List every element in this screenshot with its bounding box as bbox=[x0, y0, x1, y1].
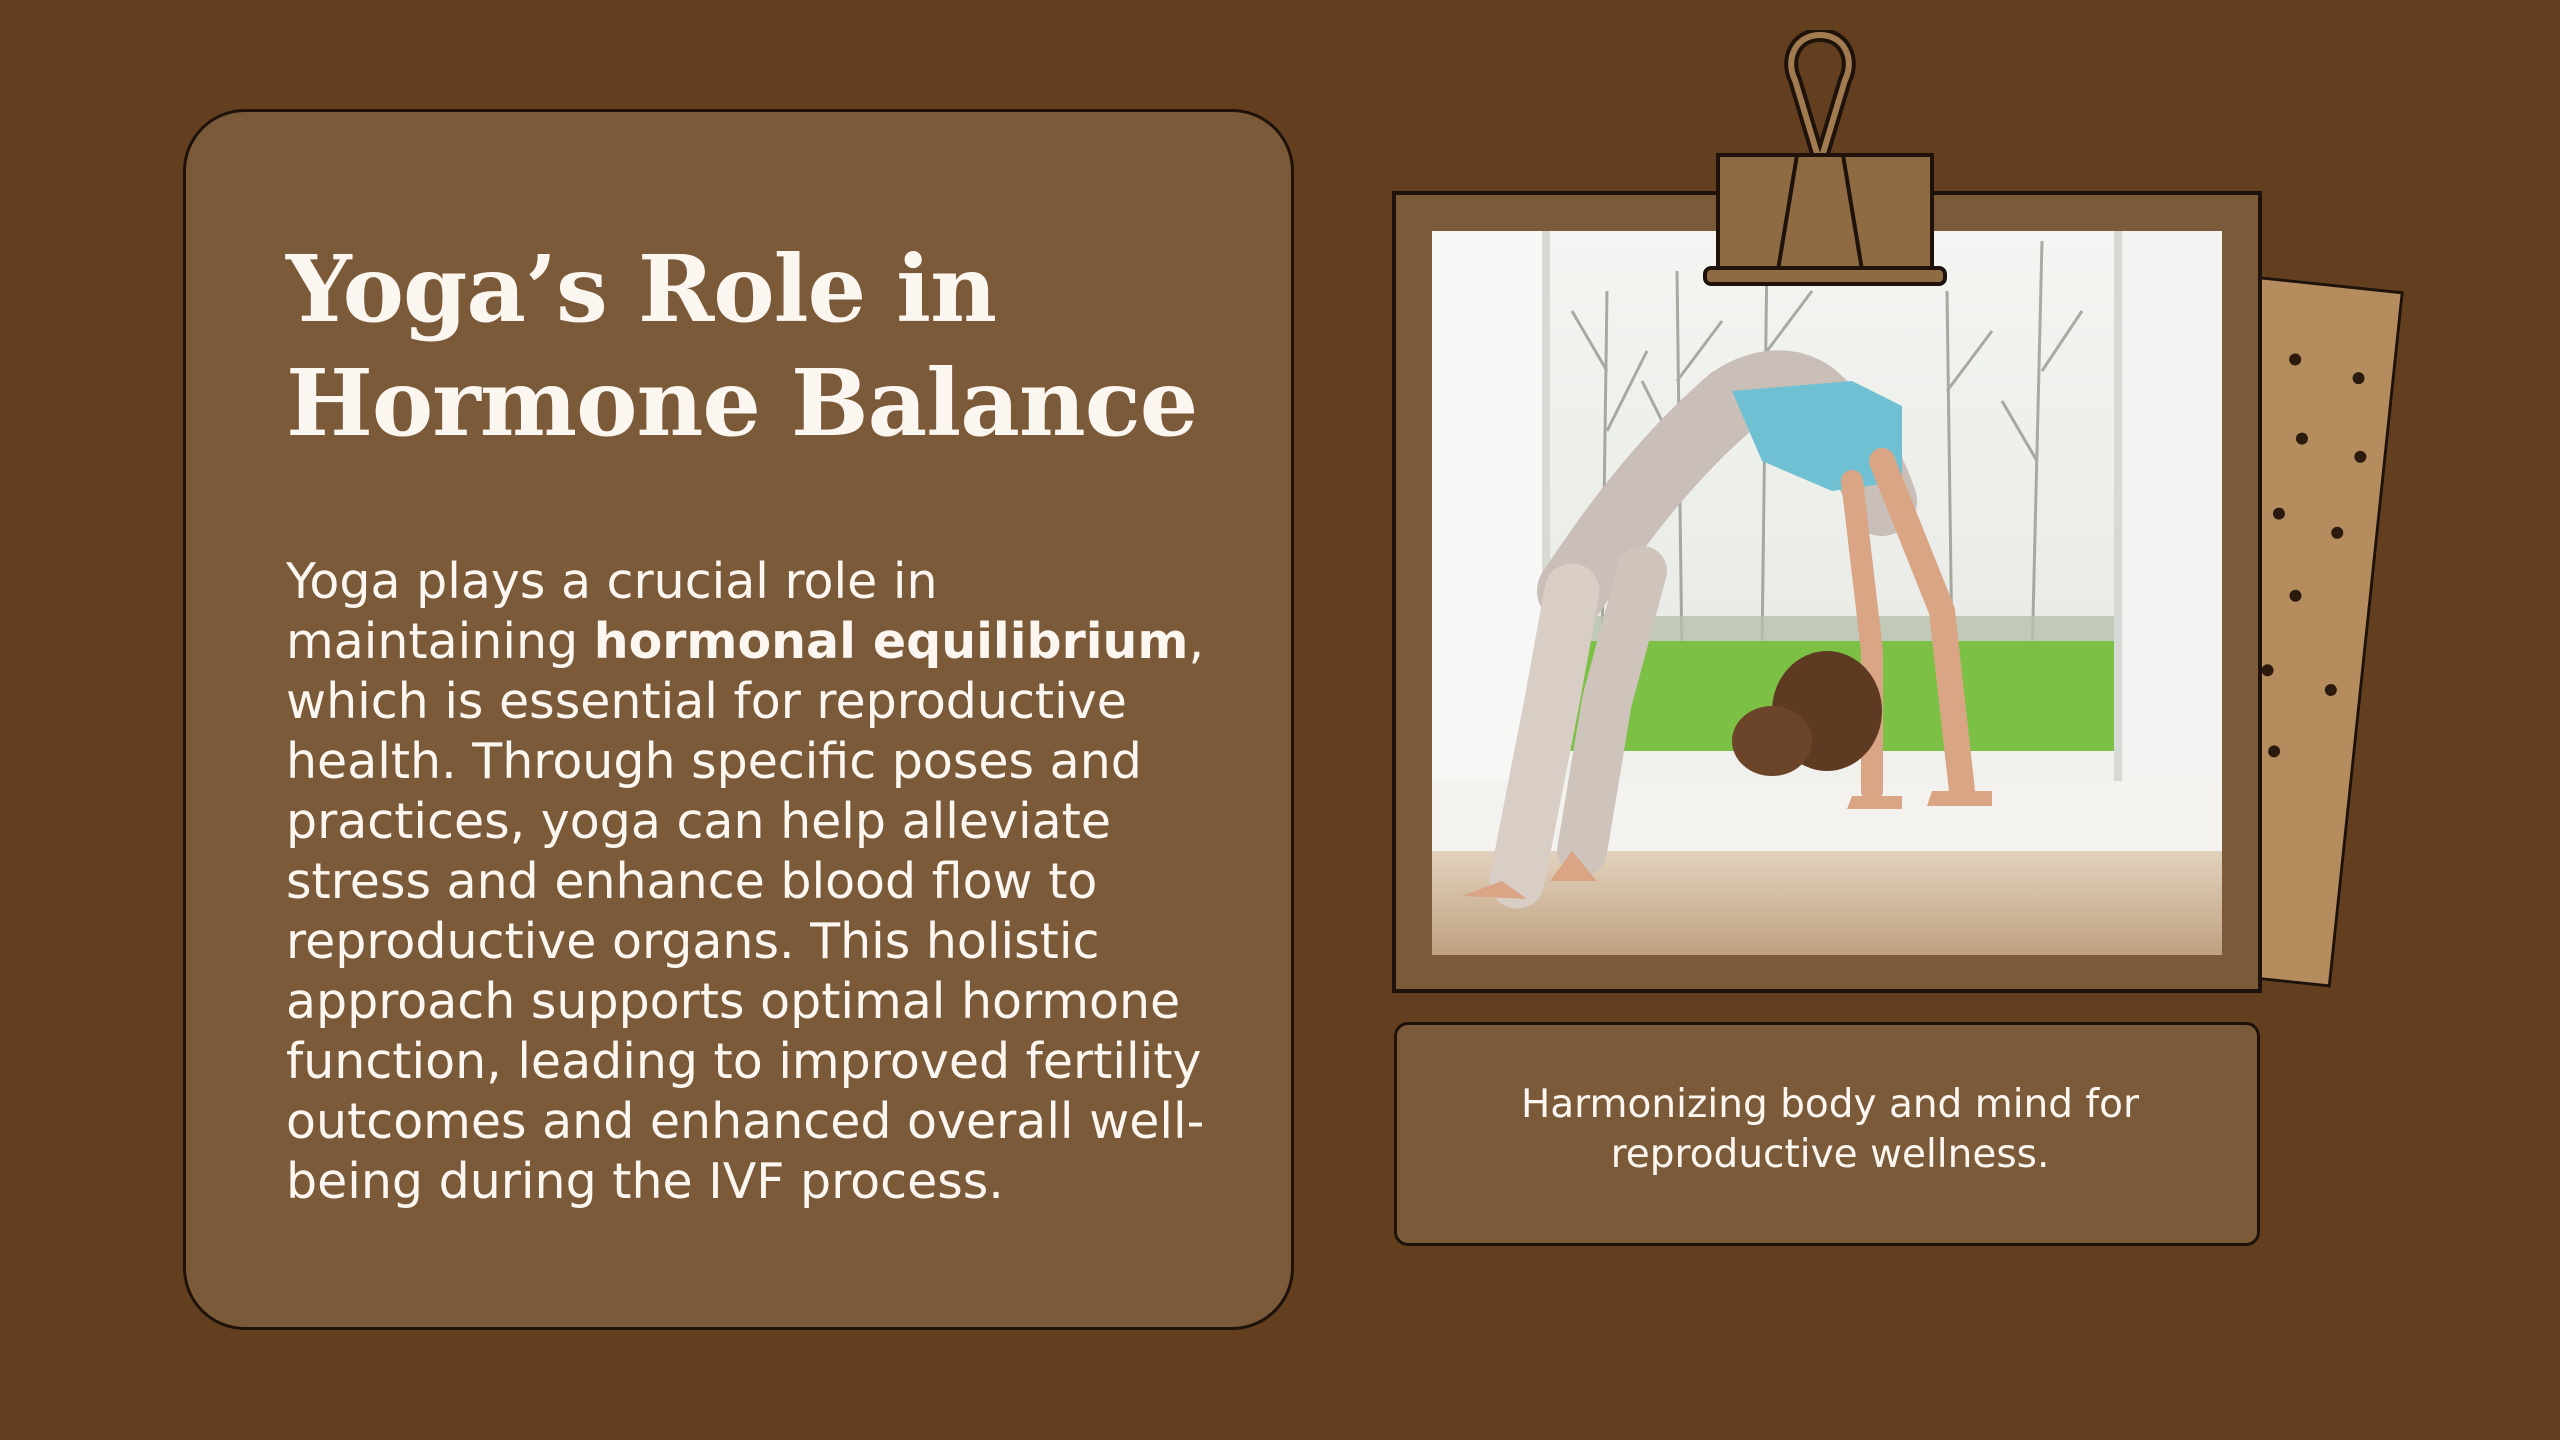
binder-clip-icon bbox=[1700, 30, 1950, 290]
paper-dot bbox=[2261, 664, 2274, 677]
woman-yoga-backbend-photo bbox=[1432, 231, 2222, 955]
paper-dot bbox=[2289, 353, 2302, 366]
paper-dot bbox=[2272, 507, 2285, 520]
binder-clip-graphic bbox=[1700, 30, 1950, 290]
paper-dot bbox=[2331, 526, 2344, 539]
photo-frame bbox=[1392, 191, 2262, 993]
paper-dot bbox=[2354, 450, 2367, 463]
paper-dot bbox=[2352, 372, 2365, 385]
text-card bbox=[183, 109, 1294, 1330]
body-paragraph bbox=[286, 552, 1216, 1212]
paper-dot bbox=[2267, 745, 2280, 758]
body-text-end: , which is essential for reproductive health. Through specific poses and practices, yoga can help alleviate stress and enhance blood flow to reproductive organs. This holistic approach supports optimal hormone function, leading to improved fertility outcomes and enhanced overall well-being during the IVF process. bbox=[286, 613, 1205, 1210]
slide-title: Yoga’s Role in Hormone Balance bbox=[286, 235, 1198, 457]
paper-dot bbox=[2295, 432, 2308, 445]
body-text-bold: hormonal equilibrium bbox=[593, 613, 1189, 670]
paper-dot bbox=[2324, 683, 2337, 696]
photo-caption: Harmonizing body and mind for reproductive wellness. bbox=[1520, 1082, 2140, 1177]
caption-card bbox=[1394, 1022, 2260, 1246]
yoga-photo-illustration bbox=[1432, 231, 2222, 955]
body-text-start: Yoga plays a crucial role in maintaining bbox=[286, 553, 938, 670]
paper-dot bbox=[2289, 589, 2302, 602]
